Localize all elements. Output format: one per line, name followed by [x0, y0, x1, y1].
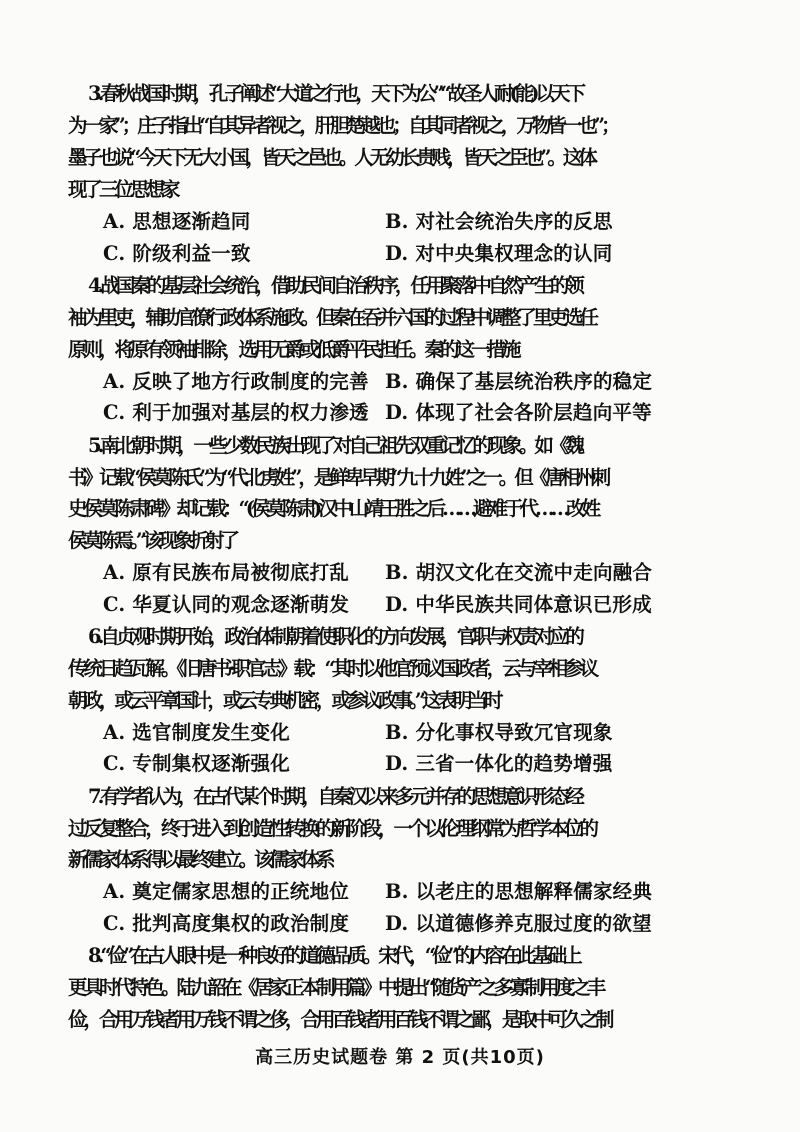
q6-line-2: 传统日趋瓦解。《旧唐书·职官志》载：“其时以他官预议国政者，云与宰相参议 — [68, 657, 596, 680]
q5-line-4: 侯莫陈焉。”该现象折射了 — [68, 529, 236, 552]
q7-option-c: C. 批判高度集权的政治制度 — [103, 912, 350, 935]
q5-option-d: D. 中华民族共同体意识已形成 — [385, 593, 652, 616]
q5-option-a: A. 原有民族布局被彻底打乱 — [103, 561, 350, 584]
q5-option-c: C. 华夏认同的观念逐渐萌发 — [103, 593, 350, 616]
q6-option-b: B. 分化事权导致冗官现象 — [385, 721, 613, 744]
q7-line-2: 过反复整合，终于进入到创造性转换的新阶段，一个以伦理纲常为哲学本位的 — [68, 817, 596, 840]
page-footer: 高三历史试题卷 第 2 页(共10页) — [255, 1047, 545, 1068]
q8-line-3: 俭，合用万钱者用万钱不谓之侈，合用百钱者用百钱不谓之鄙，是取中可久之制 — [68, 1008, 611, 1031]
q7-line-1: 7.有学者认为，在古代某个时期，自秦汉以来多元并存的思想意识形态经 — [88, 785, 581, 808]
q4-line-2: 袖为里吏，辅助官僚行政体系施政。但秦在吞并六国的过程中调整了里吏选任 — [68, 306, 596, 329]
q4-option-b: B. 确保了基层统治秩序的稳定 — [385, 370, 653, 393]
q3-line-2: 为一家”；庄子指出“自其异者视之，肝胆楚越也；自其同者视之，万物皆一也”； — [68, 114, 617, 137]
q8-line-2: 更具时代特色。陆九韶在《居家正本制用篇》中提出“随货产之多寡制用度之丰 — [68, 976, 603, 999]
q5-line-1: 5.南北朝时期，一些少数民族出现了对自己祖先双重记忆的现象。如《魏 — [88, 434, 581, 457]
q6-option-d: D. 三省一体化的趋势增强 — [385, 752, 613, 775]
q3-line-4: 现了三位思想家 — [68, 178, 177, 201]
q3-option-d: D. 对中央集权理念的认同 — [385, 242, 613, 265]
q5-line-2: 书》记载“侯莫陈氏”为“代北虏姓”，是鲜卑早期“九十九姓”之一。但《唐相州刺 — [68, 466, 608, 489]
q7-option-d: D. 以道德修养克服过度的欲望 — [385, 912, 652, 935]
q6-option-c: C. 专制集权逐渐强化 — [103, 752, 290, 775]
q5-line-3: 史侯莫陈肃碑》却记载：“(侯莫陈肃)汉中山靖王胜之后……避难于代……改姓 — [68, 497, 598, 520]
q4-option-a: A. 反映了地方行政制度的完善 — [103, 370, 369, 393]
q3-option-c: C. 阶级利益一致 — [103, 242, 251, 265]
q8-line-1: 8.“俭”在古人眼中是一种良好的道德品质。宋代，“俭”的内容在此基础上 — [88, 944, 579, 967]
q6-line-1: 6.自贞观时期开始，政治体制朝着使职化的方向发展，官职与权责对应的 — [88, 625, 581, 648]
q7-line-3: 新儒家体系得以最终建立。该儒家体系 — [68, 848, 332, 871]
q4-line-3: 原则，将原有领袖排除，选用无爵或低爵平民担任。秦的这一措施 — [68, 338, 518, 361]
q7-option-a: A. 奠定儒家思想的正统地位 — [103, 880, 350, 903]
q7-option-b: B. 以老庄的思想解释儒家经典 — [385, 880, 653, 903]
q3-line-1: 3.春秋战国时期，孔子阐述“大道之行也，天下为公”“故圣人耐(能)以天下 — [88, 82, 582, 105]
q6-option-a: A. 选官制度发生变化 — [103, 721, 290, 744]
q5-option-b: B. 胡汉文化在交流中走向融合 — [385, 561, 653, 584]
q4-line-1: 4.战国秦的基层社会统治，借助民间自治秩序，任用聚落中自然产生的领 — [88, 274, 581, 297]
q4-option-d: D. 体现了社会各阶层趋向平等 — [385, 401, 652, 424]
q3-option-a: A. 思想逐渐趋同 — [103, 210, 251, 233]
q3-option-b: B. 对社会统治失序的反思 — [385, 210, 613, 233]
q3-line-3: 墨子也说“今天下无大小国，皆天之邑也。人无幼长贵贱，皆天之臣也”。这体 — [68, 146, 594, 169]
q6-line-3: 朝政，或云平章国计，或云专典机密，或参议政事。”这表明当时 — [68, 689, 500, 712]
q4-option-c: C. 利于加强对基层的权力渗透 — [103, 401, 369, 424]
